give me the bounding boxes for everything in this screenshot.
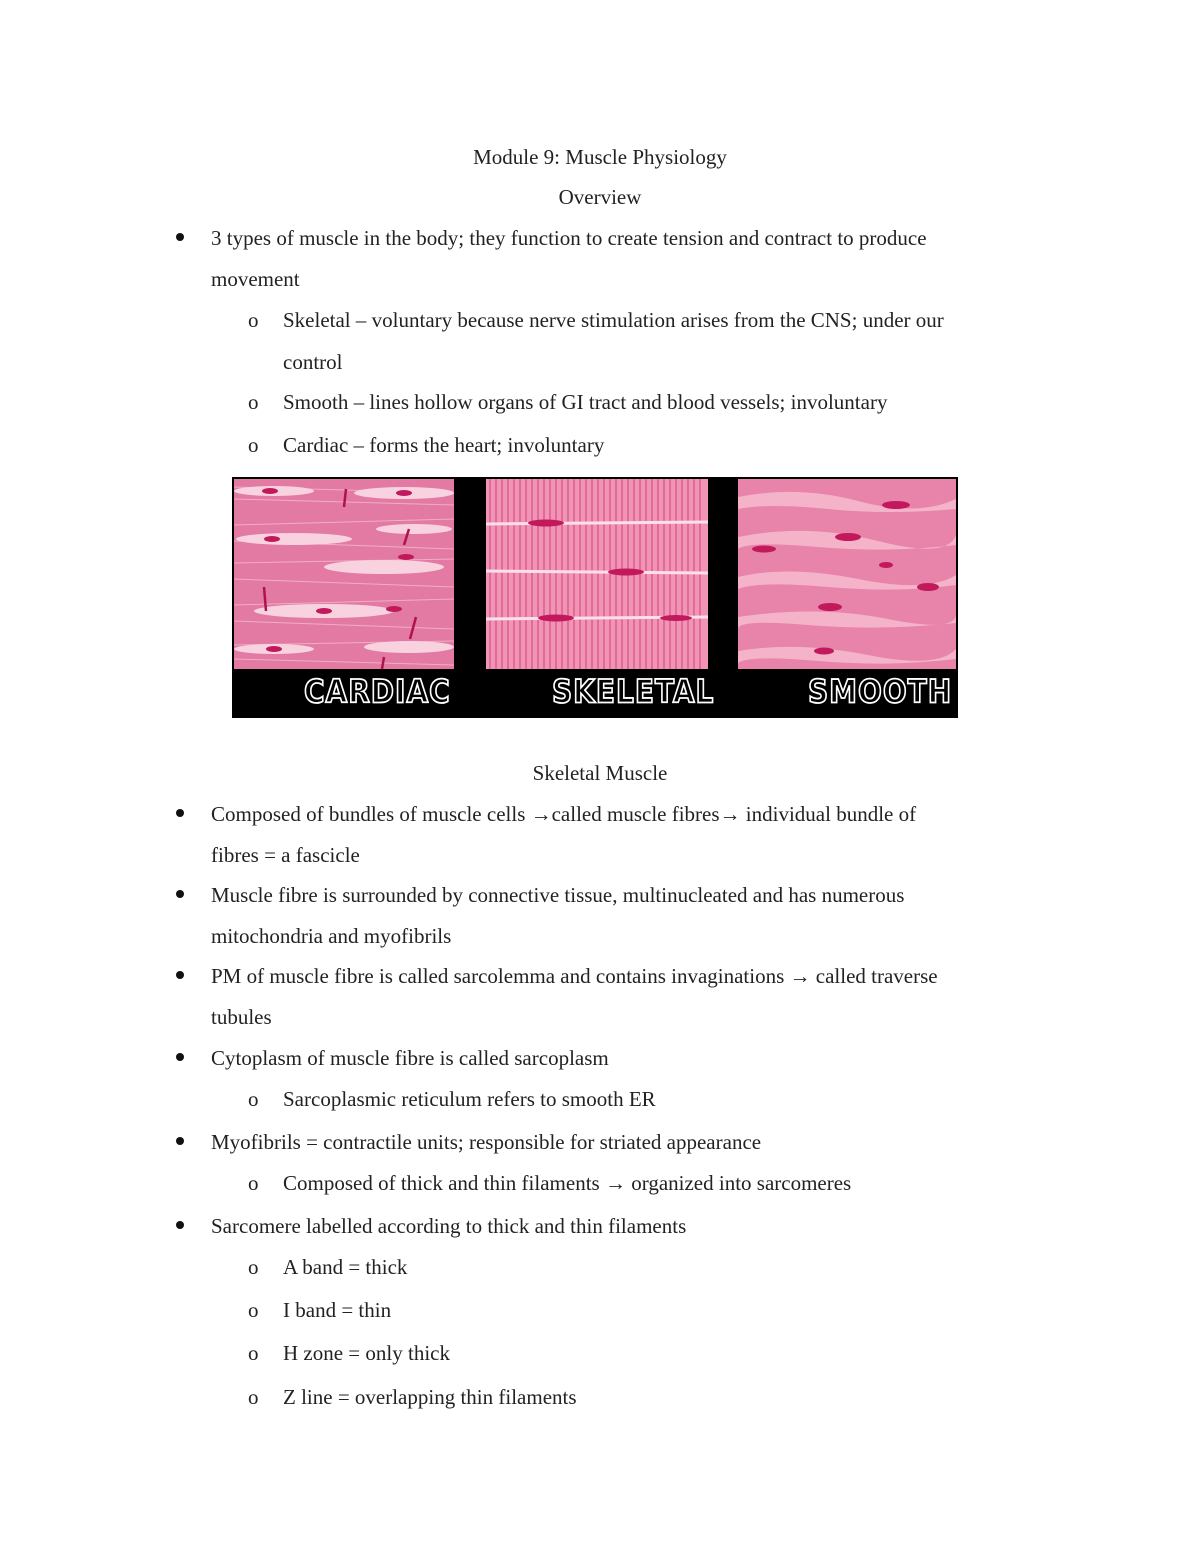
sub-bullet-icon: o (248, 1171, 259, 1195)
bullet-icon (176, 1053, 184, 1061)
overview-sub-smooth: Smooth – lines hollow organs of GI tract and blood vessels; involuntary (283, 390, 888, 414)
skeletal-bullet-4-sub: Sarcoplasmic reticulum refers to smooth ER (283, 1087, 656, 1111)
overview-sub-cardiac: Cardiac – forms the heart; involuntary (283, 433, 605, 457)
bullet-icon (176, 1221, 184, 1229)
sub-bullet-icon: o (248, 433, 259, 457)
skeletal-bullet-2-line2: mitochondria and myofibrils (211, 924, 452, 948)
bullet-icon (176, 971, 184, 979)
cardiac-caption: CARDIAC (304, 672, 451, 711)
sarcomere-z-line: Z line = overlapping thin filaments (283, 1385, 577, 1409)
overview-bullet-1-line1: 3 types of muscle in the body; they function to create tension and contract to produce (211, 226, 927, 250)
sub-bullet-icon: o (248, 1255, 259, 1279)
sub-bullet-icon: o (248, 390, 259, 414)
cardiac-tissue-image (234, 479, 454, 669)
overview-heading: Overview (558, 185, 642, 209)
smooth-tissue-image (738, 479, 956, 669)
overview-sub-skeletal-line1: Skeletal – voluntary because nerve stimulation arises from the CNS; under our (283, 308, 944, 332)
bullet-icon (176, 809, 184, 817)
skeletal-bullet-3-line2: tubules (211, 1005, 272, 1029)
skeletal-bullet-3-line1: PM of muscle fibre is called sarcolemma and contains invaginations → called traverse (211, 964, 938, 988)
overview-bullet-1-line2: movement (211, 267, 300, 291)
skeletal-tissue-image (486, 479, 708, 669)
smooth-caption: SMOOTH (808, 672, 953, 711)
sub-bullet-icon: o (248, 1341, 259, 1365)
muscle-types-figure (232, 477, 958, 718)
sarcomere-h-zone: H zone = only thick (283, 1341, 450, 1365)
sub-bullet-icon: o (248, 308, 259, 332)
bullet-icon (176, 1137, 184, 1145)
sarcomere-a-band: A band = thick (283, 1255, 408, 1279)
sub-bullet-icon: o (248, 1385, 259, 1409)
skeletal-bullet-1-line2: fibres = a fascicle (211, 843, 360, 867)
bullet-icon (176, 233, 184, 241)
skeletal-bullet-2-line1: Muscle fibre is surrounded by connective tissue, multinucleated and has numerous (211, 883, 905, 907)
skeletal-bullet-5: Myofibrils = contractile units; responsible for striated appearance (211, 1130, 762, 1154)
sub-bullet-icon: o (248, 1298, 259, 1322)
bullet-icon (176, 890, 184, 898)
skeletal-bullet-1-line1: Composed of bundles of muscle cells →called muscle fibres→ individual bundle of (211, 802, 917, 826)
skeletal-caption: SKELETAL (552, 672, 715, 711)
skeletal-bullet-5-sub: Composed of thick and thin filaments → organized into sarcomeres (283, 1171, 852, 1195)
overview-sub-skeletal-line2: control (283, 350, 343, 374)
sarcomere-i-band: I band = thin (283, 1298, 392, 1322)
skeletal-bullet-4: Cytoplasm of muscle fibre is called sarcoplasm (211, 1046, 609, 1070)
skeletal-heading: Skeletal Muscle (532, 761, 668, 785)
sub-bullet-icon: o (248, 1087, 259, 1111)
page-title: Module 9: Muscle Physiology (473, 145, 727, 169)
skeletal-bullet-6: Sarcomere labelled according to thick and thin filaments (211, 1214, 687, 1238)
